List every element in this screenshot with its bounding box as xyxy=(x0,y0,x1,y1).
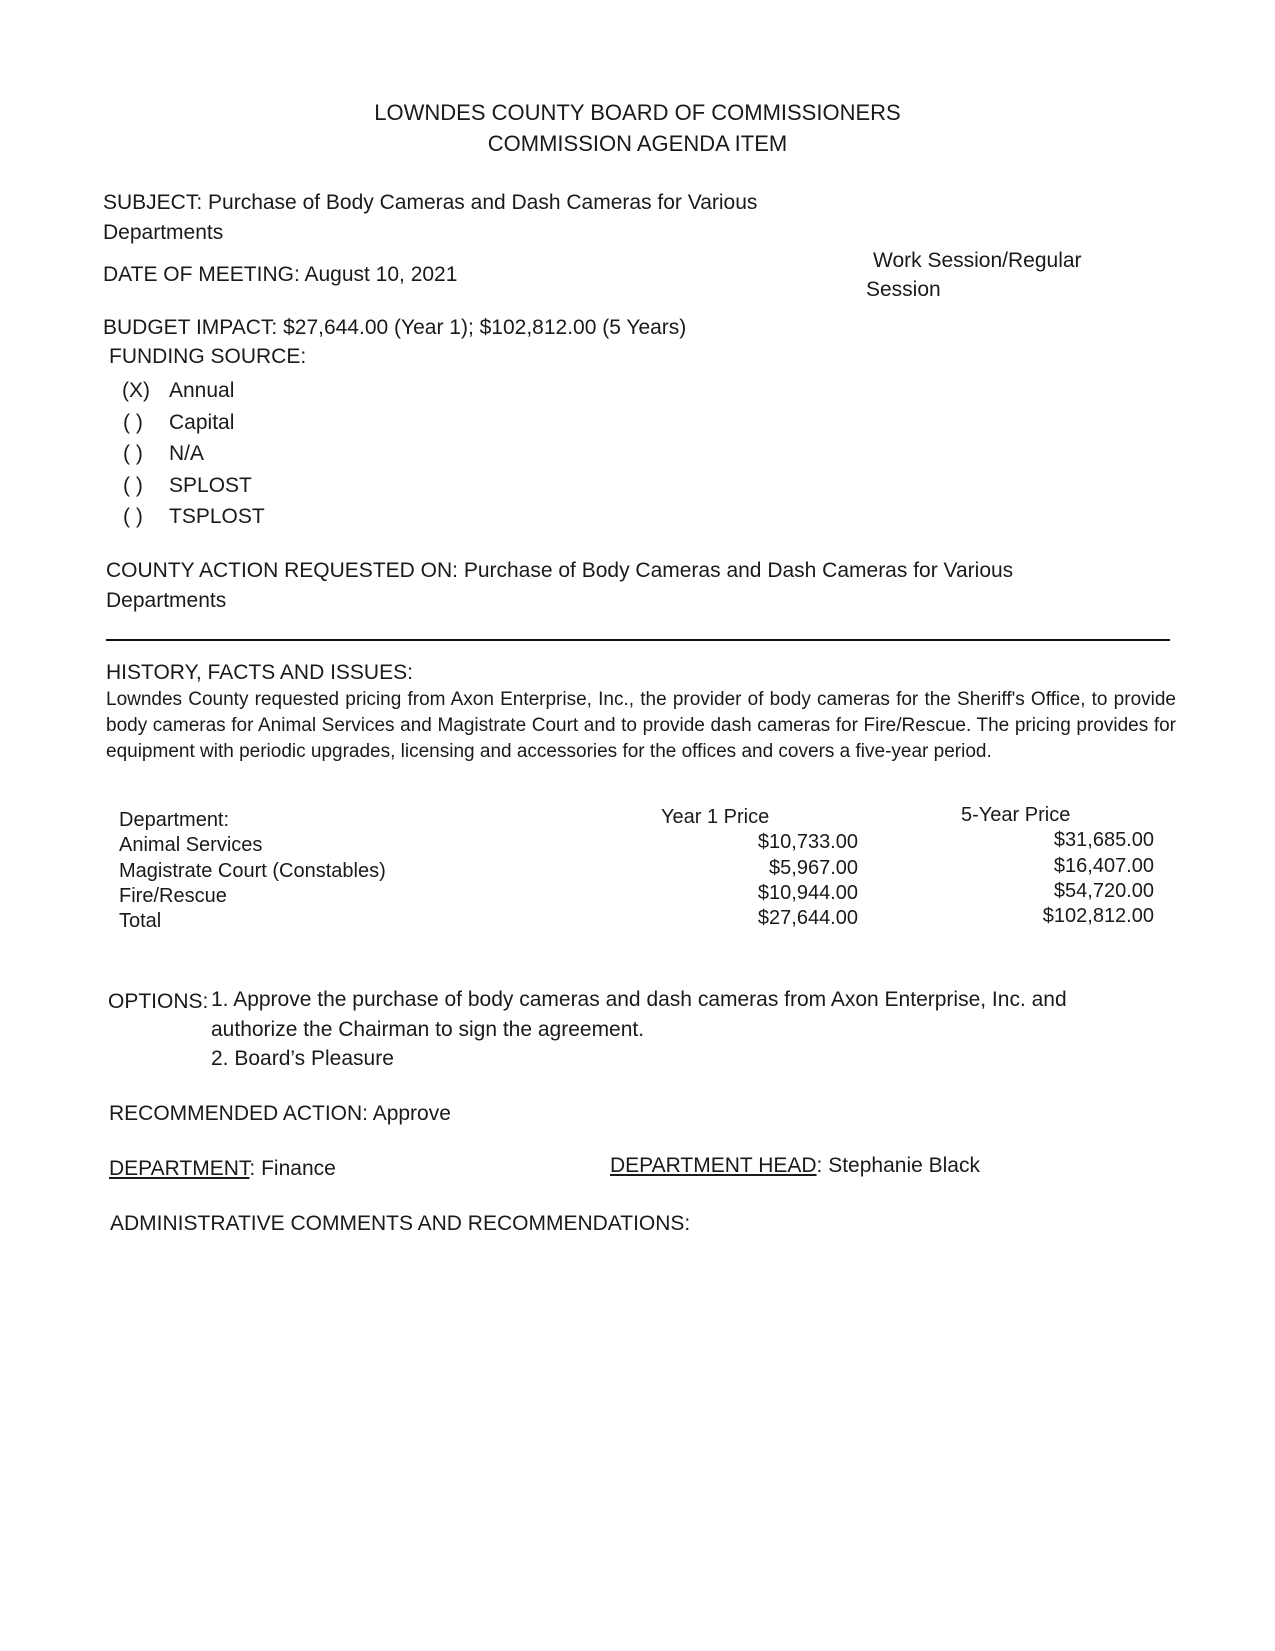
session-type-line-2: Session xyxy=(866,278,941,301)
funding-option-label: Capital xyxy=(169,411,235,434)
department xyxy=(109,1157,336,1181)
section-divider xyxy=(106,639,1170,641)
county-action-line-2: Departments xyxy=(106,589,227,612)
funding-option-label: N/A xyxy=(169,442,205,465)
table-cell-department: Total xyxy=(119,910,162,932)
session-type-line-1: Work Session/Regular xyxy=(873,249,1082,272)
subject-line-2: Departments xyxy=(103,221,224,244)
table-cell-department: Fire/Rescue xyxy=(119,885,227,907)
department-value: : Finance xyxy=(249,1157,336,1180)
county-action-line-1: COUNTY ACTION REQUESTED ON: Purchase of Body Cameras and Dash Cameras for Various xyxy=(106,559,1014,582)
funding-option-mark: (X) xyxy=(122,379,150,402)
table-header-5year: 5-Year Price xyxy=(961,804,1071,826)
option-1-line-2: authorize the Chairman to sign the agreement. xyxy=(211,1018,645,1041)
department-label: DEPARTMENT xyxy=(109,1157,250,1180)
subject-line-1: SUBJECT: Purchase of Body Cameras and Dash Cameras for Various xyxy=(103,191,758,214)
budget-impact: BUDGET IMPACT: $27,644.00 (Year 1); $102,812.00 (5 Years) xyxy=(103,316,687,339)
table-cell-5year: $102,812.00 xyxy=(1042,905,1154,927)
recommended-action: RECOMMENDED ACTION: Approve xyxy=(109,1102,451,1125)
option-1-line-1: 1. Approve the purchase of body cameras and dash cameras from Axon Enterprise, Inc. and xyxy=(211,988,1067,1011)
table-cell-year1: $27,644.00 xyxy=(757,907,858,929)
option-2: 2. Board’s Pleasure xyxy=(211,1047,394,1070)
funding-option-label: SPLOST xyxy=(169,474,252,497)
funding-option-label: TSPLOST xyxy=(169,505,265,528)
table-cell-year1: $10,944.00 xyxy=(757,882,858,904)
funding-option-mark: ( ) xyxy=(123,411,143,434)
meeting-date: DATE OF MEETING: August 10, 2021 xyxy=(103,263,458,286)
department-head-value: : Stephanie Black xyxy=(816,1154,980,1177)
table-cell-year1: $10,733.00 xyxy=(757,831,858,853)
department-head-label: DEPARTMENT HEAD xyxy=(610,1154,817,1177)
funding-source-label: FUNDING SOURCE: xyxy=(109,345,307,368)
funding-option-mark: ( ) xyxy=(123,442,143,465)
table-cell-department: Magistrate Court (Constables) xyxy=(119,860,386,882)
options-label: OPTIONS: xyxy=(108,990,209,1013)
table-cell-5year: $54,720.00 xyxy=(1053,880,1154,902)
table-cell-5year: $31,685.00 xyxy=(1053,829,1154,851)
funding-option-mark: ( ) xyxy=(123,474,143,497)
admin-comments-heading: ADMINISTRATIVE COMMENTS AND RECOMMENDATIONS: xyxy=(110,1212,691,1235)
funding-option-mark: ( ) xyxy=(123,505,143,528)
table-cell-department: Animal Services xyxy=(119,834,263,856)
table-cell-year1: $5,967.00 xyxy=(769,857,858,879)
history-heading: HISTORY, FACTS AND ISSUES: xyxy=(106,661,413,684)
table-header-year1: Year 1 Price xyxy=(661,806,770,828)
agenda-item-title: COMMISSION AGENDA ITEM xyxy=(487,131,788,156)
table-header-department: Department: xyxy=(119,809,230,831)
history-text: Lowndes County requested pricing from Axon Enterprise, Inc., the provider of body cameras for the Sheriff's Office, to provide body cameras for Animal Services and Magistrate Court and to provide dash cameras for Fire/Rescue. The pricing provides for equipment with periodic upgrades, licensing and accessories for the offices and covers a five-year period. xyxy=(106,689,1176,762)
funding-option-label: Annual xyxy=(169,379,235,402)
table-cell-5year: $16,407.00 xyxy=(1053,855,1154,877)
department-head xyxy=(610,1154,980,1178)
board-title: LOWNDES COUNTY BOARD OF COMMISSIONERS xyxy=(374,100,901,125)
